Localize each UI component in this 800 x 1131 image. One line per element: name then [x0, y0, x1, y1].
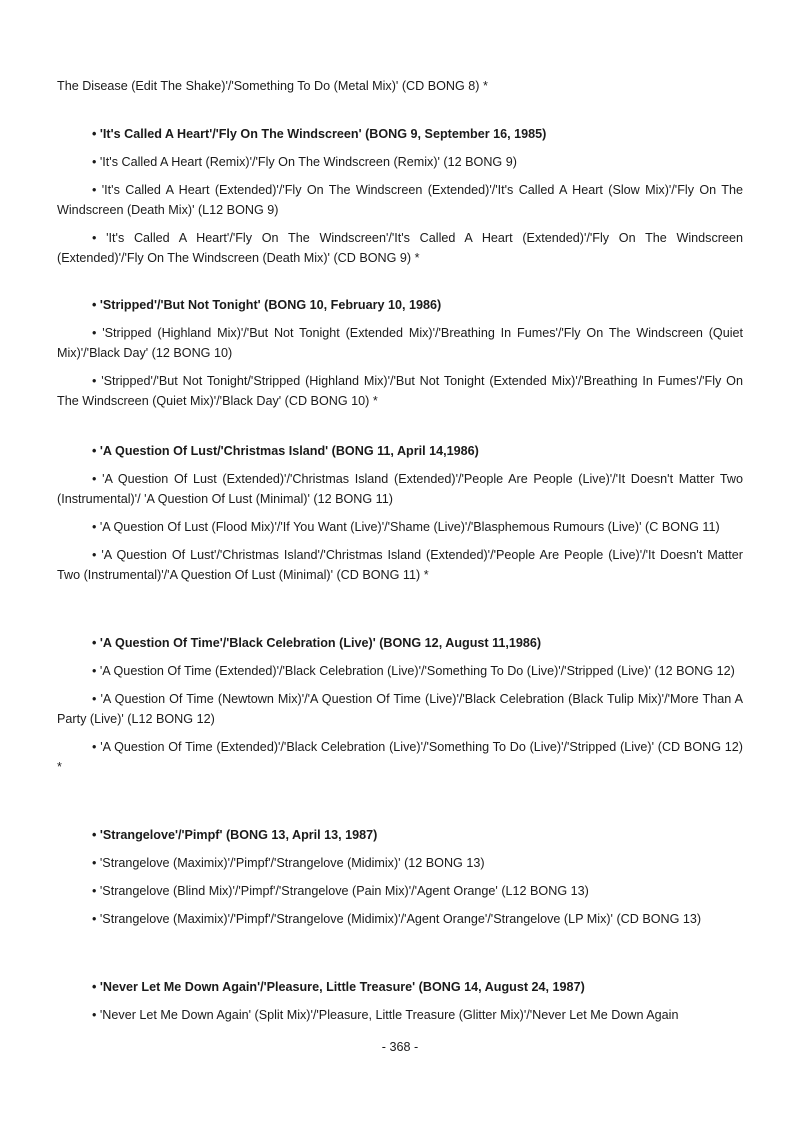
release-heading: • 'A Question Of Lust/'Christmas Island' (BONG 11, April 14,1986)	[92, 444, 479, 458]
release-entry	[57, 633, 743, 777]
release-entry	[57, 825, 743, 929]
continued-entry	[57, 76, 743, 96]
format-line: • 'It's Called A Heart (Remix)'/'Fly On The Windscreen (Remix)' (12 BONG 9)	[92, 155, 517, 169]
format-line: • 'A Question Of Time (Extended)'/'Black Celebration (Live)'/'Something To Do (Live)'/'Stripped (Live)' (12 BONG 12)	[92, 664, 735, 678]
release-entry	[57, 295, 743, 411]
document-page	[57, 0, 743, 1131]
release-entry	[57, 977, 743, 1025]
format-line: • 'Stripped (Highland Mix)'/'But Not Tonight (Extended Mix)'/'Breathing In Fumes'/'Fly On The Windscreen (Quiet Mix)'/'Black Day' (12 BONG 10)	[57, 326, 743, 360]
format-line: • 'Never Let Me Down Again' (Split Mix)'/'Pleasure, Little Treasure (Glitter Mix)'/'Never Let Me Down Again	[92, 1008, 679, 1022]
format-line: • 'Strangelove (Maximix)'/'Pimpf'/'Strangelove (Midimix)'/'Agent Orange'/'Strangelove (LP Mix)' (CD BONG 13)	[92, 912, 702, 926]
release-heading: • 'Strangelove'/'Pimpf' (BONG 13, April 13, 1987)	[92, 828, 378, 842]
release-heading: • 'Never Let Me Down Again'/'Pleasure, Little Treasure' (BONG 14, August 24, 1987)	[92, 980, 585, 994]
format-line: • 'Stripped'/'But Not Tonight/'Stripped (Highland Mix)'/'But Not Tonight (Extended Mix)'/'Breathing In Fumes'/'Fly On The Windscreen (Quiet Mix)'/'Black Day' (CD BONG 10) *	[57, 374, 743, 408]
page-number: - 368 -	[381, 1040, 419, 1054]
format-line: • 'It's Called A Heart'/'Fly On The Windscreen'/'It's Called A Heart (Extended)'/'Fly On The Windscreen (Extended)'/'Fly On The Windscreen (Death Mix)' (CD BONG 9) *	[57, 231, 743, 265]
release-entry	[57, 124, 743, 268]
release-heading: • 'It's Called A Heart'/'Fly On The Windscreen' (BONG 9, September 16, 1985)	[92, 127, 547, 141]
format-line: • 'A Question Of Lust'/'Christmas Island'/'Christmas Island (Extended)'/'People Are People (Live)'/'It Doesn't Matter Two (Instrumental)'/'A Question Of Lust (Minimal)' (CD BONG 11) *	[57, 548, 743, 582]
continued-format-line: The Disease (Edit The Shake)'/'Something To Do (Metal Mix)' (CD BONG 8) *	[57, 79, 488, 93]
release-heading: • 'Stripped'/'But Not Tonight' (BONG 10, February 10, 1986)	[92, 298, 442, 312]
format-line: • 'A Question Of Time (Extended)'/'Black Celebration (Live)'/'Something To Do (Live)'/'Stripped (Live)' (CD BONG 12) *	[57, 740, 743, 774]
release-entry	[57, 441, 743, 585]
format-line: • 'Strangelove (Blind Mix)'/'Pimpf'/'Strangelove (Pain Mix)'/'Agent Orange' (L12 BONG 13)	[92, 884, 589, 898]
format-line: • 'A Question Of Lust (Flood Mix)'/'If You Want (Live)'/'Shame (Live)'/'Blasphemous Rumours (Live)' (C BONG 11)	[92, 520, 720, 534]
format-line: • 'Strangelove (Maximix)'/'Pimpf'/'Strangelove (Midimix)' (12 BONG 13)	[92, 856, 485, 870]
format-line: • 'A Question Of Time (Newtown Mix)'/'A Question Of Time (Live)'/'Black Celebration (Black Tulip Mix)'/'More Than A Party (Live)' (L12 BONG 12)	[57, 692, 743, 726]
format-line: • 'It's Called A Heart (Extended)'/'Fly On The Windscreen (Extended)'/'It's Called A Heart (Slow Mix)'/'Fly On The Windscreen (Death Mix)' (L12 BONG 9)	[57, 183, 743, 217]
release-heading: • 'A Question Of Time'/'Black Celebration (Live)' (BONG 12, August 11,1986)	[92, 636, 542, 650]
format-line: • 'A Question Of Lust (Extended)'/'Christmas Island (Extended)'/'People Are People (Live)'/'It Doesn't Matter Two (Instrumental)'/ 'A Question Of Lust (Minimal)' (12 BONG 11)	[57, 472, 743, 506]
